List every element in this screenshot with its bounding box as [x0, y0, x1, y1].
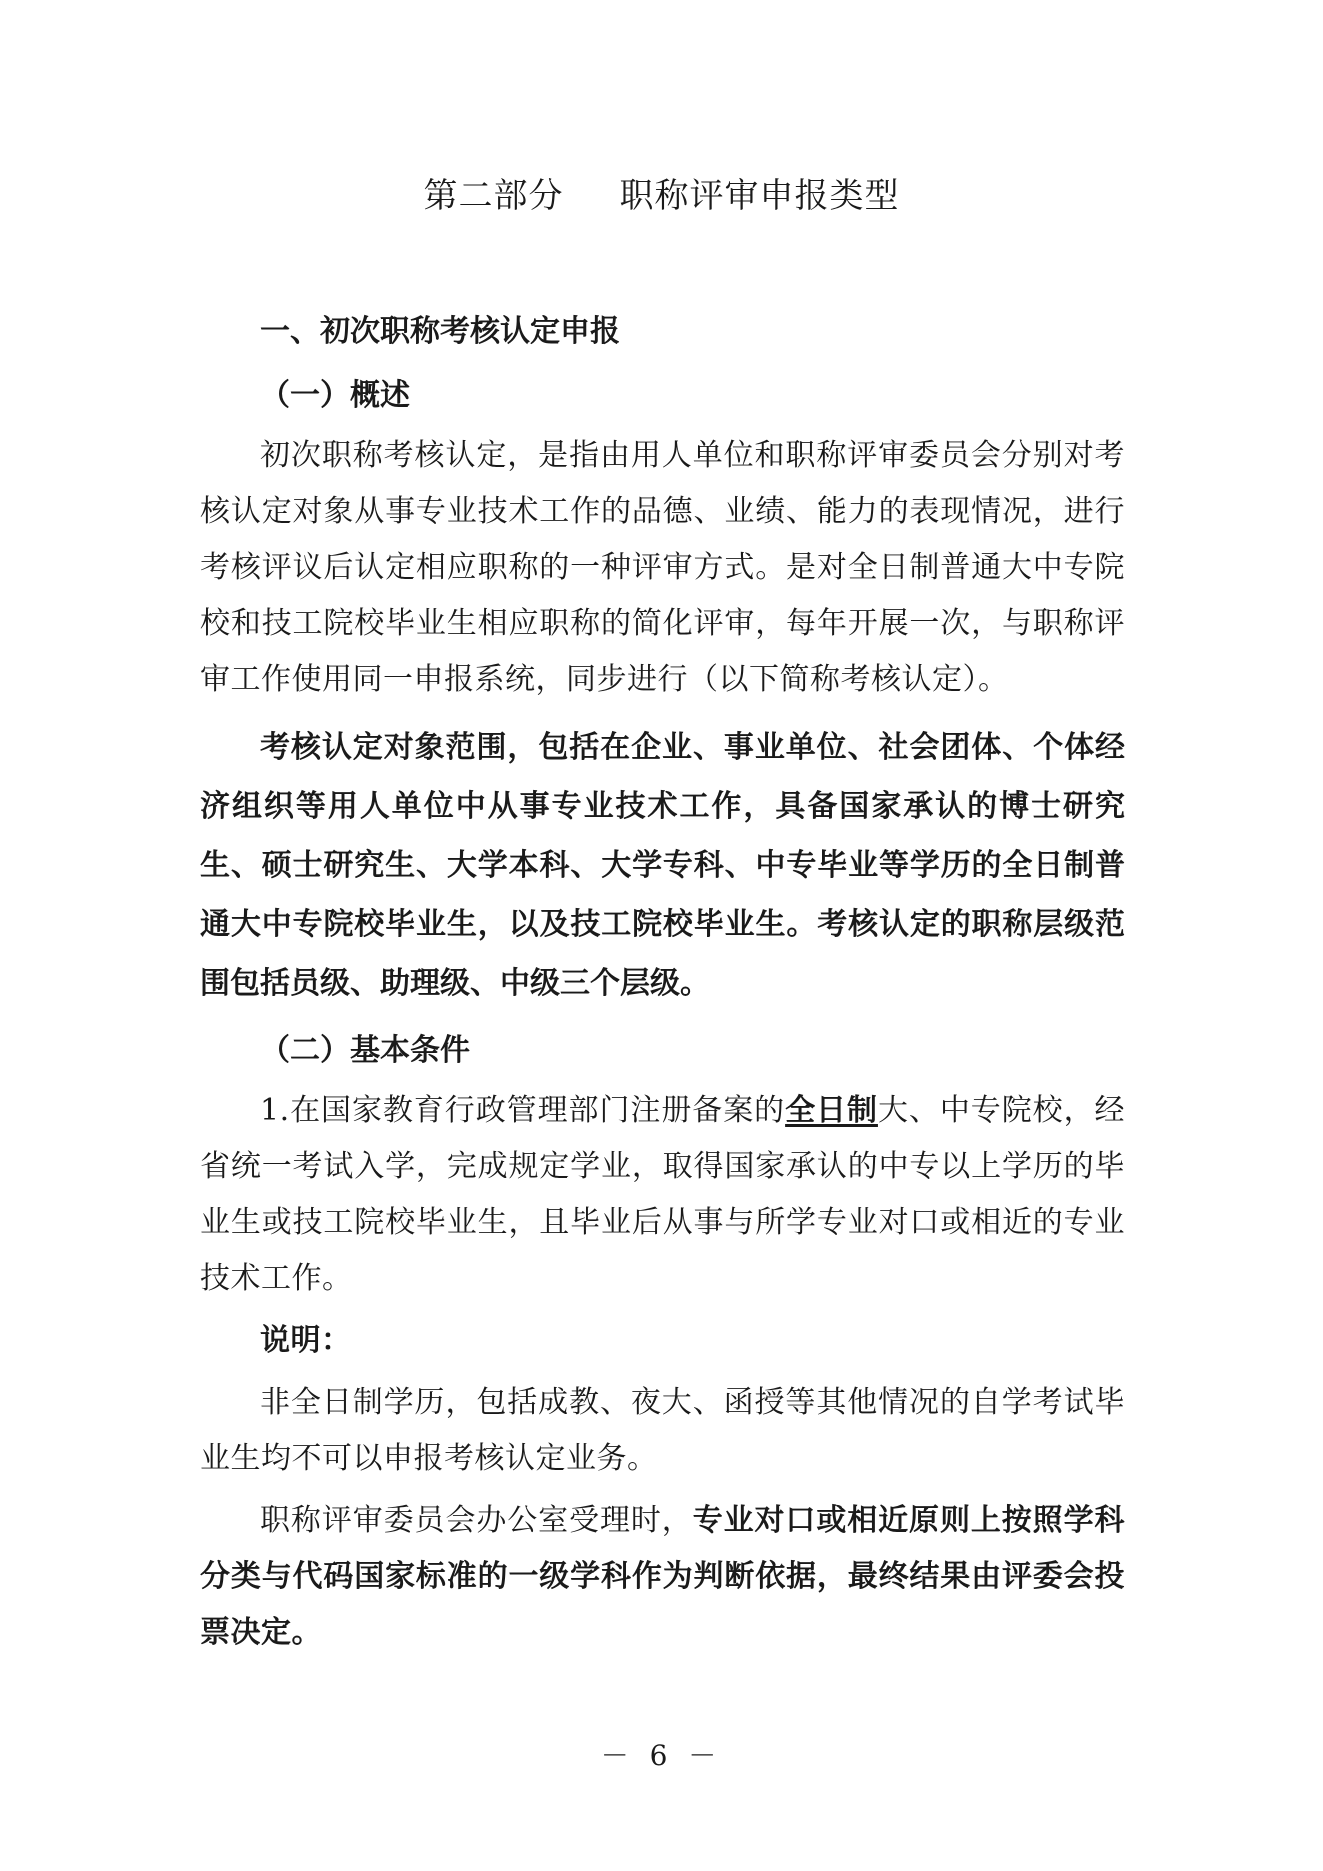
note-paragraph-2-normal: 职称评审委员会办公室受理时，	[260, 1503, 693, 1538]
condition-item-1-text-after: 大、中专院校，经省统一考试入学，完成规定学业，取得国家承认的中专以上学历的毕业生或技工院校毕业生，且毕业后从事与所学专业对口或相近的专业技术工作。	[200, 1093, 1126, 1296]
note-label: 说明：	[260, 1323, 352, 1358]
section-heading: 一、初次职称考核认定申报	[260, 314, 620, 349]
condition-item-1	[200, 1083, 1125, 1307]
part-title	[0, 168, 1323, 217]
overview-paragraph: 初次职称考核认定，是指由用人单位和职称评审委员会分别对考核认定对象从事专业技术工作的品德、业绩、能力的表现情况，进行考核评议后认定相应职称的一种评审方式。是对全日制普通大中专院校和技工院校毕业生相应职称的简化评审，每年开展一次，与职称评审工作使用同一申报系统，同步进行（以下简称考核认定）。	[200, 438, 1125, 697]
subsection-heading-overview: （一）概述	[260, 378, 410, 413]
part-name: 职称评审申报类型	[619, 176, 900, 216]
page-number: － 6 －	[600, 1739, 723, 1772]
scope-paragraph: 考核认定对象范围，包括在企业、事业单位、社会团体、个体经济组织等用人单位中从事专业技术工作，具备国家承认的博士研究生、硕士研究生、大学本科、大学专科、中专毕业等学历的全日制普通大中专院校毕业生，以及技工院校毕业生。考核认定的职称层级范围包括员级、助理级、中级三个层级。	[200, 730, 1125, 1001]
document-body	[200, 300, 1125, 1661]
note-paragraph-1: 非全日制学历，包括成教、夜大、函授等其他情况的自学考试毕业生均不可以申报考核认定业务。	[200, 1385, 1125, 1476]
subsection-heading-basic-conditions: （二）基本条件	[260, 1033, 470, 1068]
condition-item-1-text-before: 1.在国家教育行政管理部门注册备案的	[260, 1093, 786, 1128]
note-paragraph-2	[200, 1493, 1125, 1661]
full-time-emphasis: 全日制	[785, 1093, 878, 1128]
part-label: 第二部分	[423, 176, 564, 216]
note-paragraph-2-bold: 专业对口或相近原则上按照学科分类与代码国家标准的一级学科作为判断依据，最终结果由评委会投票决定。	[200, 1503, 1125, 1650]
